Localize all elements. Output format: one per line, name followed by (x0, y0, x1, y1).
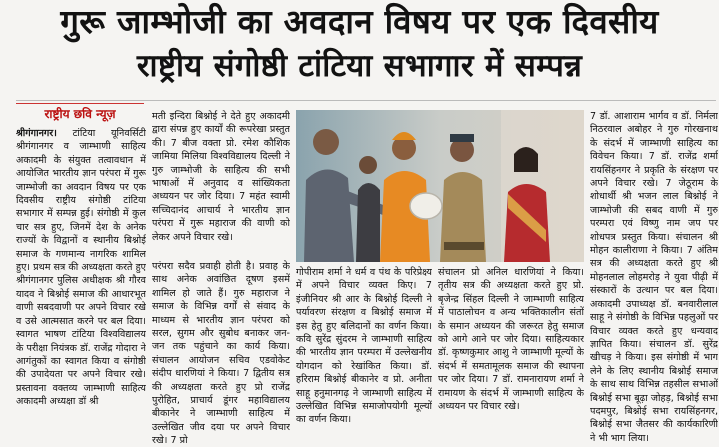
article-column-3: गोपीराम शर्मा ने धर्म व पंथ के परिप्रेक्ष्य में अपने विचार व्यक्त किए। 7 इंजीनियर श्री आर के बिश्नोई दिल्ली ने पर्यावरण संरक्षण व बिश्नोई समाज में इस हेतु हुए बलिदानों का वर्णन किया। कवि सुरेंद्र सुंदरम ने जाम्भाणी साहित्य की भारतीय ज्ञान परम्परा में उल्लेखनीय योगदान को रेखांकित किया। डॉ. हरिराम बिश्नोई बीकानेर व प्रो. अनीता साहू हनुमानगढ़ ने जाम्भाणी साहित्य में उल्लेखित विभिन्न समाजोपयोगी मूल्यों का वर्णन किया। (296, 267, 432, 426)
dateline: श्रीगंगानगर। (16, 128, 57, 139)
headline-line-2: राष्ट्रीय संगोष्ठी टांटिया सभागार में सम्पन्न (136, 48, 583, 84)
event-photo-illustration (296, 110, 584, 262)
article-column-2-top: मती इन्दिरा बिश्नोई ने देते हुए अकादमी द्वारा संपन्न हुए कार्यों की रूपरेखा प्रस्तुत की। 7 बीज वक्ता प्रो. रमेश कौशिक जामिया मिलिया विश्वविद्यालय दिल्ली ने गुरु जाम्भोजी के साहित्य की सभी भाषाओं में अनुवाद व सांख्यिकता अध्ययन पर जोर दिया। 7 महंत स्वामी सच्चिदानंद आचार्य ने भारतीय ज्ञान परंपरा में गुरू महाराज की वाणी को लेकर अपने विचार रखे। (152, 111, 290, 243)
byline: राष्ट्रीय छवि न्यूज़ (44, 107, 116, 121)
article-column-5: 7 डॉ. आशाराम भार्गव व डॉ. निर्मला निठरवाल अबोहर ने गुरु गोरखनाथ के संदर्भ में जाम्भाणी साहित्य का विवेचन किया। 7 डॉ. राजेंद्र शर्मा रायसिंहनगर ने प्रकृति के संरक्षण पर अपने विचार रखे। 7 जेठूराम के शोधार्थी श्री भजन लाल बिश्नोई ने जाम्भोजी की सबद वाणी में गुरु परम्परा एवं विष्णु नाम जप पर शोधपत्र प्रस्तुत किया। संचालन श्री मोहन कालीराणा ने किया। 7 अंतिम सत्र की अध्यक्षता करते हुए श्री मोहनलाल लोहमरोड़ ने युवा पीढ़ी में संस्कारों के उत्थान पर बल दिया। अकादमी उपाध्यक्ष डॉ. बनवारीलाल साहू ने संगोष्ठी के विभिन्न पहलुओं पर विचार व्यक्त करते हुए धन्यवाद ज्ञापित किया। संचालन डॉ. सुरेंद्र खीचड़ ने किया। इस संगोष्ठी में भाग लेने के लिए स्थानीय बिश्नोई समाज के साथ साथ विभिन्न तहसील सभाओं बिश्नोई सभा बूढ़ा जोहड़, बिश्नोई सभा पदमपुर, बिश्नोई सभा रायसिंहनगर, बिश्नोई सभा जैतसर की कार्यकारिणी ने भी भाग लिया। (590, 111, 718, 444)
headline-divider (16, 100, 716, 101)
event-photo (296, 110, 584, 262)
article-column-4: संचालन प्रो अनिल धारणियां ने किया। तृतीय सत्र की अध्यक्षता करते हुए प्रो. बृजेन्द्र सिंहल दिल्ली ने जाम्भाणी साहित्य में पाठालोचन व अन्य भक्तिकालीन संतों के समान अध्ययन की जरूरत हेतु समाज को आगे आने पर जोर दिया। साहित्यकार डॉ. कृष्णकुमार आशु ने जाम्भाणी मूल्यों के संदर्भ में समतामूलक समाज की स्थापना पर जोर दिया। 7 डॉ. रामनारायण शर्मा ने रामायण के संदर्भ में जाम्भाणी साहित्य के अध्ययन पर विचार रखे। (438, 267, 584, 413)
article-column-2-bottom: परंपरा सदैव प्रवाही होती है। प्रवाह के साथ अनेक अवांछित दूषण इसमें शामिल हो जाते हैं। गुरु महाराज ने समाज के विभिन्न वर्गों से संवाद के माध्यम से भारतीय ज्ञान परंपरा को सरल, सुगम और सुबोध बनाकर जन-जन तक पहुंचाने का कार्य किया। संचालन आयोजन सचिव एडवोकेट संदीप धारणियां ने किया। 7 द्वितीय सत्र की अध्यक्षता करते हुए प्रो राजेंद्र पुरोहित, प्राचार्य डूंगर महाविद्यालय बीकानेर ने जाम्भाणी साहित्य में उल्लेखित जीव दया पर अपने विचार रखे। 7 प्रो (152, 261, 290, 447)
byline-accent-bar (16, 103, 144, 104)
headline-line-1: गुरू जाम्भोजी का अवदान विषय पर एक दिवसीय (60, 2, 659, 41)
article-column-1 (16, 127, 146, 447)
article-column-1-text: टांटिया यूनिवर्सिटी श्रीगंगानगर व जाम्भाणी साहित्य अकादमी के संयुक्त तत्वावधान में आयोजित भारतीय ज्ञान परंपरा में गुरू जाम्भोजी का अवदान विषय पर एक दिवसीय राष्ट्रीय संगोष्ठी टांटिया सभागार में सम्पन्न हुई। संगोष्ठी में कुल चार सत्र हुए, जिनमें देश के अनेक राज्यों के विद्वानों व स्थानीय बिश्नोई समाज के गणमान्य नागरिक शामिल हुए। प्रथम सत्र की अध्यक्षता करते हुए श्रीगंगानगर पुलिस अधीक्षक श्री गौरव यादव ने बिश्नोई समाज की आधारभूत वाणी सबदवाणी पर अपने विचार रखे व उसे आत्मसात करने पर बल दिया। स्वागत भाषण टांटिया विश्वविद्यालय के परीक्षा नियंत्रक डॉ. राजेंद्र गोदारा ने आगंतुकों का स्वागत किया व संगोष्ठी की उपादेयता पर अपने विचार रखे। प्रस्तावना वक्तव्य जाम्भाणी साहित्य अकादमी अध्यक्षा डॉ श्री (16, 128, 146, 408)
